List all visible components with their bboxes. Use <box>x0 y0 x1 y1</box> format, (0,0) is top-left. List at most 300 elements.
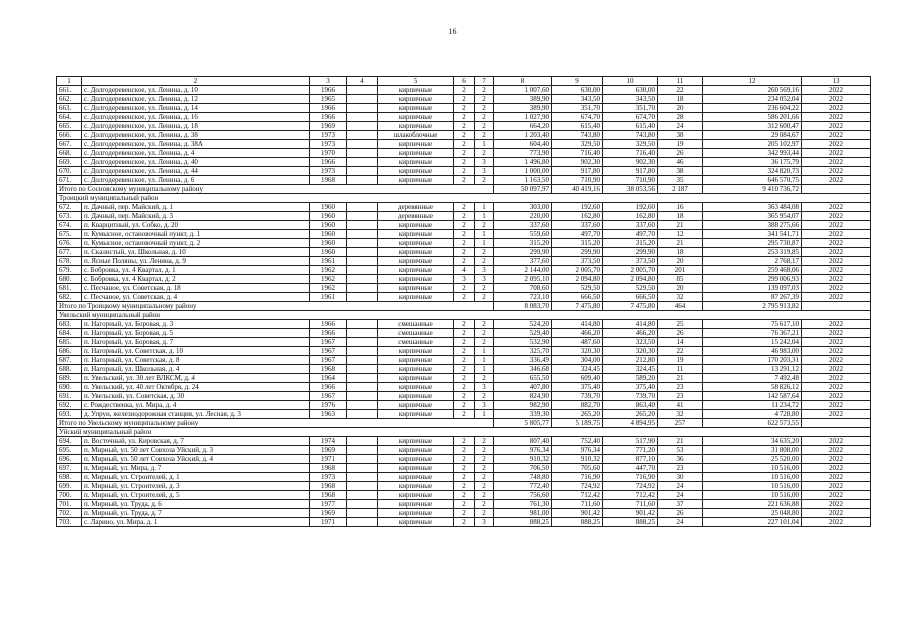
cost: 221 636,88 <box>703 500 802 509</box>
column-number: 5 <box>378 77 454 86</box>
wall-material: кирпичные <box>378 149 454 158</box>
area-total: 389,90 <box>494 95 552 104</box>
area-residential: 323,50 <box>603 338 658 347</box>
row-number: 665. <box>57 122 82 131</box>
completion-year: 2022 <box>802 122 871 131</box>
residents: 24 <box>658 518 703 527</box>
build-year: 1967 <box>310 347 347 356</box>
area-total: 981,00 <box>494 509 552 518</box>
area-premises: 265,20 <box>552 410 603 419</box>
row-number: 677. <box>57 248 82 257</box>
build-year: 1962 <box>310 266 347 275</box>
area-residential: 320,30 <box>603 347 658 356</box>
area-premises: 304,00 <box>552 356 603 365</box>
area-premises: 351,70 <box>552 104 603 113</box>
wall-material: смешанные <box>378 320 454 329</box>
entrances: 2 <box>475 392 494 401</box>
col-4-value <box>347 167 378 176</box>
district-total-row <box>57 419 871 428</box>
completion-year: 2022 <box>802 140 871 149</box>
wall-material: кирпичные <box>378 401 454 410</box>
cost: 31 808,00 <box>703 446 802 455</box>
completion-year: 2022 <box>802 455 871 464</box>
table-row <box>57 167 871 176</box>
area-premises: 320,30 <box>552 347 603 356</box>
row-number: 671. <box>57 176 82 185</box>
area-residential: 265,20 <box>603 410 658 419</box>
area-total: 888,25 <box>494 518 552 527</box>
wall-material: кирпичные <box>378 95 454 104</box>
floors: 2 <box>454 383 475 392</box>
area-residential: 192,60 <box>603 203 658 212</box>
col-4-value <box>347 464 378 473</box>
residents: 53 <box>658 446 703 455</box>
completion-year: 2022 <box>802 275 871 284</box>
area-premises: 752,40 <box>552 437 603 446</box>
wall-material: кирпичные <box>378 284 454 293</box>
entrances: 2 <box>475 509 494 518</box>
area-total: 1 000,00 <box>494 167 552 176</box>
cost: 46 983,00 <box>703 347 802 356</box>
residents: 18 <box>658 248 703 257</box>
area-total: 2 144,00 <box>494 266 552 275</box>
col-4-value <box>347 347 378 356</box>
residents: 26 <box>658 329 703 338</box>
wall-material: кирпичные <box>378 86 454 95</box>
address: с. Долгодеревенское, ул. Ленина, д. 44 <box>82 167 310 176</box>
col-4-value <box>347 113 378 122</box>
area-total: 773,90 <box>494 149 552 158</box>
wall-material: кирпичные <box>378 500 454 509</box>
address: с. Рождественка, ул. Мира, д. 4 <box>82 401 310 410</box>
completion-year: 2022 <box>802 329 871 338</box>
cost: 234 052,04 <box>703 95 802 104</box>
wall-material: кирпичные <box>378 473 454 482</box>
total-area-total: 50 097,97 <box>494 185 552 194</box>
area-residential: 373,50 <box>603 257 658 266</box>
floors: 2 <box>454 248 475 257</box>
col-4-value <box>347 338 378 347</box>
wall-material: кирпичные <box>378 482 454 491</box>
floors: 2 <box>454 329 475 338</box>
table-row <box>57 284 871 293</box>
residents: 23 <box>658 383 703 392</box>
area-premises: 192,60 <box>552 203 603 212</box>
district-name: Уйский муниципальный район <box>57 428 871 437</box>
address: п. Ясные Поляны, ул. Ленина, д. 9 <box>82 257 310 266</box>
area-premises: 630,00 <box>552 86 603 95</box>
entrances: 2 <box>475 374 494 383</box>
build-year: 1966 <box>310 158 347 167</box>
entrances: 3 <box>475 266 494 275</box>
area-residential: 630,00 <box>603 86 658 95</box>
table-row <box>57 257 871 266</box>
completion-year: 2022 <box>802 221 871 230</box>
entrances: 2 <box>475 248 494 257</box>
wall-material: кирпичные <box>378 167 454 176</box>
build-year: 1962 <box>310 284 347 293</box>
row-number: 690. <box>57 383 82 392</box>
col-4-value <box>347 293 378 302</box>
area-residential: 497,70 <box>603 230 658 239</box>
wall-material: кирпичные <box>378 257 454 266</box>
wall-material: кирпичные <box>378 113 454 122</box>
floors: 2 <box>454 437 475 446</box>
address: п. Кварцитный, ул. Собко, д. 20 <box>82 221 310 230</box>
area-residential: 212,80 <box>603 356 658 365</box>
wall-material: кирпичные <box>378 122 454 131</box>
completion-year: 2022 <box>802 248 871 257</box>
build-year: 1973 <box>310 140 347 149</box>
empty-cell <box>802 302 871 311</box>
build-year: 1966 <box>310 320 347 329</box>
total-label: Итого по Увельскому муниципальному району <box>57 419 494 428</box>
row-number: 703. <box>57 518 82 527</box>
area-total: 976,34 <box>494 446 552 455</box>
completion-year: 2022 <box>802 509 871 518</box>
build-year: 1964 <box>310 374 347 383</box>
district-section-row <box>57 428 871 437</box>
area-residential: 414,80 <box>603 320 658 329</box>
area-residential: 324,45 <box>603 365 658 374</box>
entrances: 3 <box>475 158 494 167</box>
col-4-value <box>347 239 378 248</box>
col-4-value <box>347 212 378 221</box>
completion-year: 2022 <box>802 131 871 140</box>
completion-year: 2022 <box>802 518 871 527</box>
floors: 2 <box>454 473 475 482</box>
row-number: 669. <box>57 158 82 167</box>
completion-year: 2022 <box>802 176 871 185</box>
row-number: 698. <box>57 473 82 482</box>
floors: 2 <box>454 500 475 509</box>
entrances: 2 <box>475 149 494 158</box>
area-premises: 716,90 <box>552 473 603 482</box>
residents: 18 <box>658 95 703 104</box>
col-4-value <box>347 257 378 266</box>
entrances: 1 <box>475 140 494 149</box>
cost: 36 175,79 <box>703 158 802 167</box>
wall-material: смешанные <box>378 329 454 338</box>
area-residential: 329,50 <box>603 140 658 149</box>
completion-year: 2022 <box>802 320 871 329</box>
completion-year: 2022 <box>802 401 871 410</box>
address: п. Нагорный, ул. Боровая, д. 5 <box>82 329 310 338</box>
table-row <box>57 446 871 455</box>
wall-material: кирпичные <box>378 239 454 248</box>
area-premises: 2 005,70 <box>552 266 603 275</box>
col-4-value <box>347 140 378 149</box>
entrances: 1 <box>475 347 494 356</box>
residents: 19 <box>658 356 703 365</box>
build-year: 1973 <box>310 473 347 482</box>
entrances: 1 <box>475 356 494 365</box>
total-area-residential: 4 894,95 <box>603 419 658 428</box>
completion-year: 2022 <box>802 113 871 122</box>
completion-year: 2022 <box>802 284 871 293</box>
area-total: 532,90 <box>494 338 552 347</box>
page-number: 16 <box>448 27 457 36</box>
district-section-row <box>57 311 871 320</box>
wall-material: кирпичные <box>378 491 454 500</box>
table-row <box>57 329 871 338</box>
residents: 35 <box>658 176 703 185</box>
area-residential: 337,60 <box>603 221 658 230</box>
address: п. Нагорный, ул. Советская, д. 10 <box>82 347 310 356</box>
cost: 259 468,06 <box>703 266 802 275</box>
row-number: 674. <box>57 221 82 230</box>
wall-material: кирпичные <box>378 392 454 401</box>
address: д. Упрун, железнодорожная станция, ул. Лесная, д. 3 <box>82 410 310 419</box>
completion-year: 2022 <box>802 95 871 104</box>
area-residential: 2 005,70 <box>603 266 658 275</box>
column-number: 7 <box>475 77 494 86</box>
cost: 646 570,75 <box>703 176 802 185</box>
entrances: 1 <box>475 239 494 248</box>
area-total: 303,00 <box>494 203 552 212</box>
completion-year: 2022 <box>802 491 871 500</box>
area-total: 2 095,10 <box>494 275 552 284</box>
wall-material: кирпичные <box>378 266 454 275</box>
residents: 22 <box>658 347 703 356</box>
entrances: 2 <box>475 446 494 455</box>
district-total-row <box>57 185 871 194</box>
area-residential: 724,92 <box>603 482 658 491</box>
row-number: 697. <box>57 464 82 473</box>
area-total: 529,40 <box>494 329 552 338</box>
row-number: 683. <box>57 320 82 329</box>
floors: 4 <box>454 266 475 275</box>
entrances: 2 <box>475 221 494 230</box>
area-total: 1 203,40 <box>494 131 552 140</box>
col-4-value <box>347 320 378 329</box>
address: п. Мирный, ул. Строителей, д. 5 <box>82 491 310 500</box>
build-year: 1967 <box>310 338 347 347</box>
area-residential: 716,40 <box>603 149 658 158</box>
area-residential: 447,70 <box>603 464 658 473</box>
entrances: 2 <box>475 257 494 266</box>
address: с. Долгодеревенское, ул. Ленина, д. 4 <box>82 149 310 158</box>
row-number: 679. <box>57 266 82 275</box>
area-premises: 976,34 <box>552 446 603 455</box>
area-premises: 724,92 <box>552 482 603 491</box>
residents: 21 <box>658 221 703 230</box>
cost: 299 006,93 <box>703 275 802 284</box>
completion-year: 2022 <box>802 203 871 212</box>
build-year: 1970 <box>310 149 347 158</box>
wall-material: кирпичные <box>378 158 454 167</box>
column-number: 10 <box>603 77 658 86</box>
build-year: 1967 <box>310 356 347 365</box>
wall-material: кирпичные <box>378 410 454 419</box>
area-residential: 739,70 <box>603 392 658 401</box>
area-total: 723,10 <box>494 293 552 302</box>
build-year: 1969 <box>310 122 347 131</box>
address: с. Песчаное, ул. Советская, д. 4 <box>82 293 310 302</box>
area-total: 807,40 <box>494 437 552 446</box>
area-total: 772,40 <box>494 482 552 491</box>
completion-year: 2022 <box>802 230 871 239</box>
col-4-value <box>347 221 378 230</box>
build-year: 1977 <box>310 500 347 509</box>
row-number: 702. <box>57 509 82 518</box>
wall-material: деревянные <box>378 203 454 212</box>
entrances: 2 <box>475 437 494 446</box>
floors: 2 <box>454 284 475 293</box>
area-residential: 343,50 <box>603 95 658 104</box>
entrances: 2 <box>475 482 494 491</box>
cost: 2 768,17 <box>703 257 802 266</box>
build-year: 1960 <box>310 203 347 212</box>
address: с. Песчаное, ул. Советская, д. 18 <box>82 284 310 293</box>
empty-cell <box>802 185 871 194</box>
entrances: 2 <box>475 473 494 482</box>
area-residential: 375,40 <box>603 383 658 392</box>
area-premises: 337,60 <box>552 221 603 230</box>
build-year: 1973 <box>310 167 347 176</box>
area-total: 299,90 <box>494 248 552 257</box>
entrances: 2 <box>475 104 494 113</box>
completion-year: 2022 <box>802 104 871 113</box>
entrances: 2 <box>475 113 494 122</box>
table-row <box>57 293 871 302</box>
col-4-value <box>347 383 378 392</box>
area-premises: 529,50 <box>552 284 603 293</box>
entrances: 2 <box>475 491 494 500</box>
area-total: 325,70 <box>494 347 552 356</box>
area-total: 761,30 <box>494 500 552 509</box>
table-body <box>57 77 871 527</box>
table-row <box>57 104 871 113</box>
cost: 586 201,66 <box>703 113 802 122</box>
area-premises: 315,20 <box>552 239 603 248</box>
build-year: 1960 <box>310 248 347 257</box>
area-premises: 299,90 <box>552 248 603 257</box>
address: п. Дачный, пер. Майский, д. 1 <box>82 203 310 212</box>
row-number: 661. <box>57 86 82 95</box>
area-residential: 902,30 <box>603 158 658 167</box>
wall-material: кирпичные <box>378 455 454 464</box>
table-row <box>57 392 871 401</box>
wall-material: кирпичные <box>378 347 454 356</box>
area-residential: 716,90 <box>603 473 658 482</box>
completion-year: 2022 <box>802 383 871 392</box>
cost: 342 993,44 <box>703 149 802 158</box>
residents: 41 <box>658 401 703 410</box>
table-row <box>57 374 871 383</box>
floors: 2 <box>454 347 475 356</box>
area-premises: 882,70 <box>552 401 603 410</box>
total-cost: 9 410 736,72 <box>703 185 802 194</box>
floors: 2 <box>454 104 475 113</box>
area-premises: 487,60 <box>552 338 603 347</box>
area-residential: 615,40 <box>603 122 658 131</box>
area-premises: 329,50 <box>552 140 603 149</box>
cost: 15 242,04 <box>703 338 802 347</box>
floors: 2 <box>454 257 475 266</box>
floors: 2 <box>454 455 475 464</box>
table-row <box>57 158 871 167</box>
row-number: 680. <box>57 275 82 284</box>
table-row <box>57 221 871 230</box>
row-number: 684. <box>57 329 82 338</box>
area-total: 1 007,60 <box>494 86 552 95</box>
column-number: 13 <box>802 77 871 86</box>
address: п. Мирный, ул. 50 лет Совхоза Уйский, д. 3 <box>82 446 310 455</box>
residents: 26 <box>658 149 703 158</box>
total-area-total: 5 805,77 <box>494 419 552 428</box>
cost: 227 101,04 <box>703 518 802 527</box>
entrances: 3 <box>475 401 494 410</box>
residents: 20 <box>658 104 703 113</box>
table-row <box>57 491 871 500</box>
table-row <box>57 86 871 95</box>
residents: 26 <box>658 509 703 518</box>
floors: 2 <box>454 491 475 500</box>
col-4-value <box>347 203 378 212</box>
row-number: 672. <box>57 203 82 212</box>
total-area-premises: 7 475,80 <box>552 302 603 311</box>
entrances: 2 <box>475 284 494 293</box>
residents: 46 <box>658 158 703 167</box>
residents: 37 <box>658 500 703 509</box>
cost: 260 569,16 <box>703 86 802 95</box>
residents: 22 <box>658 86 703 95</box>
entrances: 1 <box>475 212 494 221</box>
area-premises: 716,40 <box>552 149 603 158</box>
floors: 2 <box>454 464 475 473</box>
table-row <box>57 473 871 482</box>
area-total: 346,68 <box>494 365 552 374</box>
area-total: 559,60 <box>494 230 552 239</box>
col-4-value <box>347 149 378 158</box>
area-total: 982,90 <box>494 401 552 410</box>
row-number: 666. <box>57 131 82 140</box>
residents: 19 <box>658 140 703 149</box>
col-4-value <box>347 248 378 257</box>
entrances: 2 <box>475 131 494 140</box>
completion-year: 2022 <box>802 158 871 167</box>
area-premises: 902,30 <box>552 158 603 167</box>
completion-year: 2022 <box>802 338 871 347</box>
wall-material: деревянные <box>378 212 454 221</box>
floors: 2 <box>454 320 475 329</box>
residents: 21 <box>658 374 703 383</box>
total-residents: 2 187 <box>658 185 703 194</box>
row-number: 673. <box>57 212 82 221</box>
column-number: 1 <box>57 77 82 86</box>
residents: 21 <box>658 239 703 248</box>
completion-year: 2022 <box>802 446 871 455</box>
area-premises: 497,70 <box>552 230 603 239</box>
build-year: 1971 <box>310 455 347 464</box>
residents: 36 <box>658 455 703 464</box>
total-cost: 622 573,55 <box>703 419 802 428</box>
area-premises: 414,80 <box>552 320 603 329</box>
row-number: 695. <box>57 446 82 455</box>
cost: 170 203,31 <box>703 356 802 365</box>
row-number: 692. <box>57 401 82 410</box>
column-number: 4 <box>347 77 378 86</box>
build-year: 1967 <box>310 392 347 401</box>
completion-year: 2022 <box>802 293 871 302</box>
table-row <box>57 149 871 158</box>
entrances: 2 <box>475 320 494 329</box>
total-area-premises: 5 189,75 <box>552 419 603 428</box>
area-residential: 712,42 <box>603 491 658 500</box>
total-residents: 464 <box>658 302 703 311</box>
col-4-value <box>347 401 378 410</box>
